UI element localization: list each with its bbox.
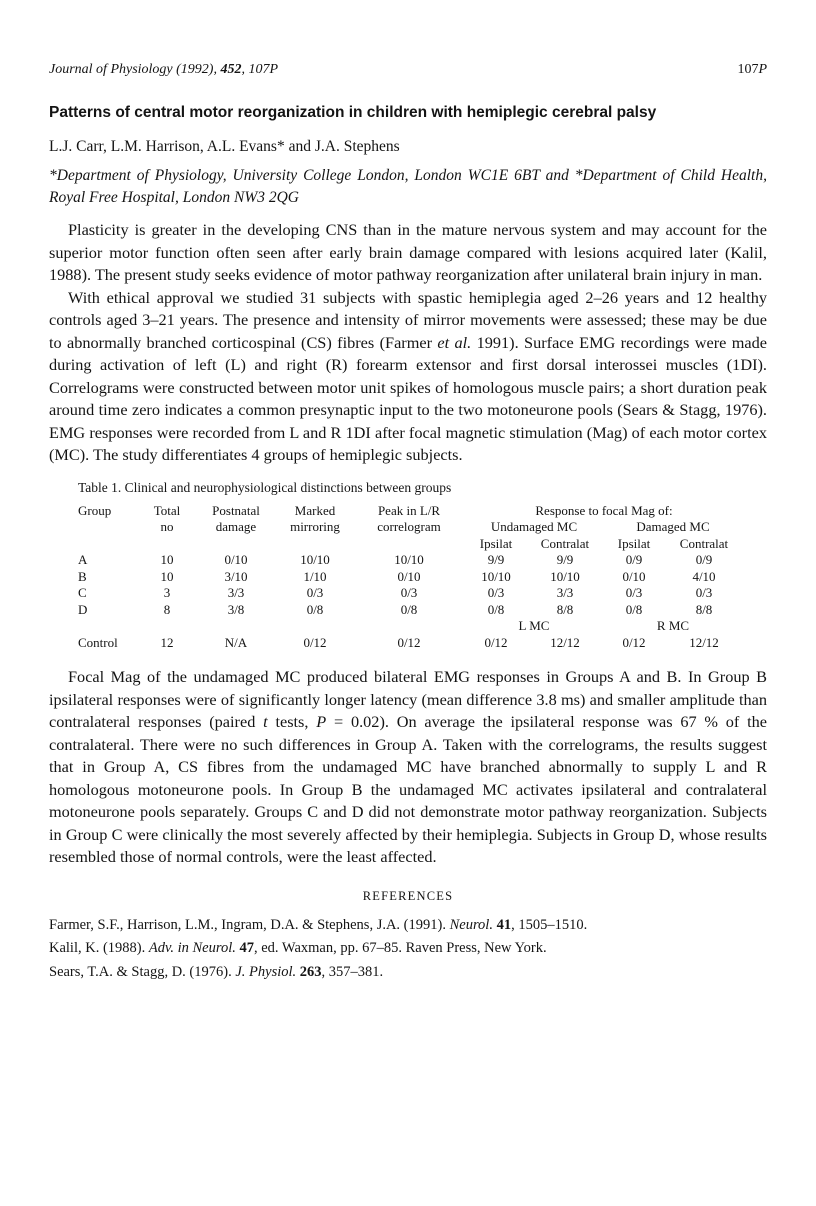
col-header-contralat-damaged: Contralat [679, 535, 729, 551]
col-header-mirroring: mirroring [290, 519, 340, 534]
table-cell: 3/8 [227, 601, 245, 617]
table-cell: 8/8 [556, 601, 574, 617]
references-heading: REFERENCES [362, 888, 454, 903]
table-cell: 10/10 [550, 568, 580, 584]
table-row [75, 585, 743, 602]
col-header-blank [75, 519, 139, 536]
page-number: 107P [737, 62, 767, 77]
table-cell: 12/12 [550, 634, 580, 650]
table-cell: 10/10 [300, 552, 330, 567]
paragraph-results: Focal Mag of the undamaged MC produced bilateral EMG responses in Groups A and B. In Group B ipsilateral responses were of significantly longer latency (mean difference 3.8 ms) and smaller amplitude than contralateral responses (paired t tests, P = 0.02). On average the ipsilateral response was 67 % of the contralateral. There were no such differences in Group A. Taken with the correlograms, the results suggest that in Group A, CS fibres from the undamaged MC have branched abnormally to supply L and R homologous motoneurone pools. In Group B the undamaged MC activates ipsilateral and contralateral motoneurone pools separately. Groups C and D did not demonstrate motor pathway reorganization. Subjects in Group C were clinically the most severely affected by their hemiplegia. Subjects in Group D, whose results resembled those of normal controls, were the least affected. [49, 667, 767, 866]
table-cell: A [78, 552, 88, 567]
table-cell: Control [78, 634, 118, 650]
table-cell: 8 [163, 601, 171, 617]
table-cell: 12 [160, 634, 174, 650]
table-cell: 0/3 [487, 585, 505, 600]
table-row [75, 569, 743, 586]
col-header-damage: damage [215, 519, 257, 534]
table-cell: 10 [160, 568, 174, 584]
col-header-peak: Peak in L/R [377, 502, 441, 518]
table-cell: 10/10 [394, 552, 424, 567]
journal-reference: Journal of Physiology (1992), 452, 107P [49, 62, 279, 77]
table-cell: 0/8 [625, 601, 643, 617]
table-1-block [49, 480, 767, 652]
col-header-total: Total [153, 502, 181, 518]
table-cell: 1/10 [303, 568, 327, 584]
table-cell: 10 [160, 552, 174, 567]
table-cell: C [78, 585, 87, 600]
col-header-postnatal: Postnatal [212, 502, 260, 518]
table-cell: 0/3 [400, 585, 418, 600]
col-header-response-to-mag: Response to focal Mag of: [535, 502, 673, 518]
table-cell: D [78, 601, 88, 617]
table-caption: Table 1. Clinical and neurophysiological distinctions between groups [78, 479, 452, 495]
table-header-row-3 [75, 536, 743, 553]
table-cell: 0/9 [625, 552, 643, 567]
col-header-contralat-undamaged: Contralat [540, 535, 590, 551]
table-cell: 0/10 [397, 568, 421, 584]
table-cell: 0/9 [695, 552, 713, 567]
table-cell: 12/12 [689, 634, 719, 650]
l-mc-label: L MC [518, 618, 550, 633]
group-distinctions-table [75, 503, 743, 652]
table-row [75, 552, 743, 569]
table-cell: 0/12 [303, 634, 327, 650]
table-cell: N/A [224, 634, 248, 650]
table-body [75, 552, 743, 651]
table-cell: 3/10 [224, 568, 248, 584]
col-header-undamaged-mc: Undamaged MC [490, 519, 578, 534]
table-cell: 0/12 [622, 634, 646, 650]
mc-label-row [75, 618, 743, 635]
reference-kalil: Kalil, K. (1988). Adv. in Neurol. 47, ed. Waxman, pp. 67–85. Raven Press, New York. [49, 940, 547, 956]
table-cell: 0/8 [487, 601, 505, 617]
table-cell: 4/10 [692, 568, 716, 584]
col-header-damaged-mc: Damaged MC [636, 519, 710, 534]
table-cell: 0/3 [695, 585, 713, 600]
paragraph-plasticity: Plasticity is greater in the developing CNS than in the mature nervous system and may account for the superior motor function often seen after early brain damage compared with lesions acquired later (Kalil, 1988). The present study seeks evidence of motor pathway reorganization after unilateral brain injury in man. [49, 220, 767, 284]
table-cell: 8/8 [695, 601, 713, 617]
col-header-spacer [75, 536, 465, 553]
table-cell: 10/10 [481, 568, 511, 584]
table-cell: 0/12 [484, 634, 508, 650]
table-cell: 0/10 [224, 552, 248, 567]
col-header-ipsilat-undamaged: Ipsilat [479, 535, 513, 551]
paragraph-methods: With ethical approval we studied 31 subjects with spastic hemiplegia aged 2–26 years and 12 healthy controls aged 3–21 years. The presence and intensity of mirror movements were assessed; these may be due to abnormally branched corticospinal (CS) fibres (Farmer et al. 1991). Surface EMG recordings were made during activation of left (L) and right (R) forearm extensor and first dorsal interossei muscles (1DI). Correlograms were constructed between motor unit spikes of homologous muscle pairs; a short duration peak around time zero indicates a common presynaptic input to the two motoneurone pools (Sears & Stagg, 1976). EMG responses were recorded from L and R 1DI after focal magnetic stimulation (Mag) of each motor cortex (MC). The study differentiates 4 groups of hemiplegic subjects. [49, 287, 768, 464]
table-cell: 3/3 [556, 585, 574, 600]
references-list [49, 914, 767, 985]
table-cell: 9/9 [556, 552, 574, 567]
reference-sears: Sears, T.A. & Stagg, D. (1976). J. Physiol. 263, 357–381. [49, 963, 384, 980]
table-cell: 0/3 [306, 585, 324, 600]
col-header-ipsilat-damaged: Ipsilat [617, 535, 651, 551]
table-cell: 0/3 [625, 585, 643, 600]
table-cell: 9/9 [487, 552, 505, 567]
table-control-row [75, 635, 743, 652]
col-header-group: Group [78, 502, 112, 518]
table-header-row-2 [75, 519, 743, 536]
table-cell: 0/8 [306, 601, 324, 617]
table-cell: 3 [163, 585, 171, 600]
col-header-marked: Marked [294, 502, 336, 518]
table-row [75, 602, 743, 619]
affiliation-line: *Department of Physiology, University College London, London WC1E 6BT and *Department of Child Health, Royal Free Hospital, London NW3 2QG [49, 167, 767, 206]
table-cell: 0/12 [397, 634, 421, 650]
table-header-row-1 [75, 503, 743, 520]
table-cell: B [78, 568, 87, 584]
r-mc-label: R MC [656, 618, 690, 633]
col-header-no: no [160, 519, 174, 534]
article-title: Patterns of central motor reorganization in children with hemiplegic cerebral palsy [49, 104, 657, 121]
running-head [49, 62, 767, 78]
col-header-correlogram: correlogram [377, 519, 441, 534]
table-cell: 0/8 [400, 601, 418, 617]
reference-farmer: Farmer, S.F., Harrison, L.M., Ingram, D.A. & Stephens, J.A. (1991). Neurol. 41, 1505–1510. [49, 916, 588, 933]
table-cell: 3/3 [227, 585, 245, 600]
authors-line: L.J. Carr, L.M. Harrison, A.L. Evans* and J.A. Stephens [49, 138, 400, 155]
table-cell: 0/10 [622, 568, 646, 584]
